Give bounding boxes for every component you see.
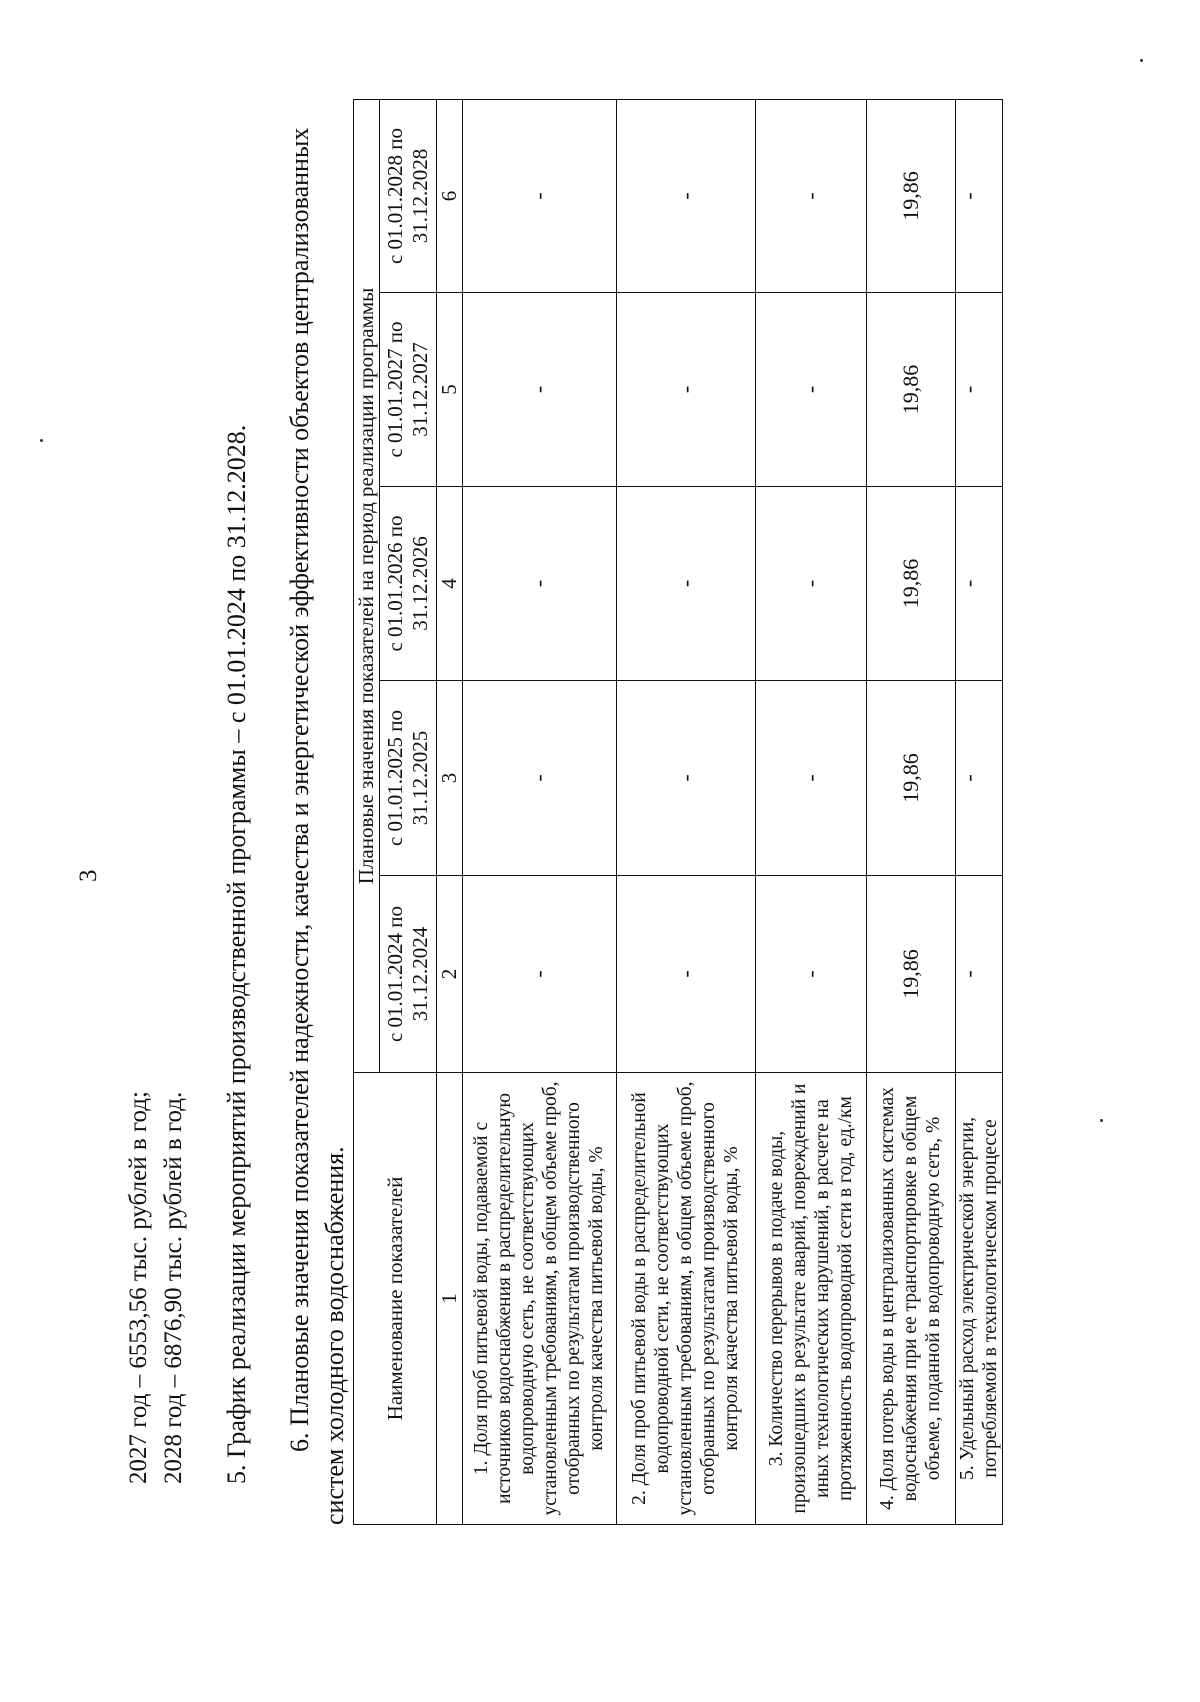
indicator-name-cell: 4. Доля потерь воды в централизованных системах водоснабжения при ее транспортировке в общем объеме, поданной в водопроводную сеть, % [866,1073,955,1525]
value-cell: - [755,293,866,487]
page-number: 3 [75,869,102,882]
scan-speck [1100,1119,1103,1122]
planned-values-group-header: Плановые значения показателей на период реализации программы [354,99,380,1072]
value-cell: - [955,681,1002,876]
period-header-2026: с 01.01.2026 по 31.12.2026 [379,487,436,681]
table-row [866,99,955,1524]
value-cell: - [955,487,1002,681]
table-row [955,99,1002,1524]
column-number: 2 [436,876,462,1073]
period-header-2027: с 01.01.2027 по 31.12.2027 [379,293,436,487]
value-cell: - [955,876,1002,1073]
table-row [755,99,866,1524]
indicators-table [353,99,1003,1525]
table-row [616,99,755,1524]
column-number: 4 [436,487,462,681]
value-cell: - [755,487,866,681]
column-number-row [436,99,462,1524]
cost-2028-line: 2028 год – 6876,90 тыс. рублей в год. [160,1091,187,1484]
section-6-heading-line-2: систем холодного водоснабжения. [320,1146,349,1525]
value-cell: 19,86 [866,876,955,1073]
cost-2027-line: 2027 год – 6553,56 тыс. рублей в год; [125,1091,152,1484]
value-cell: - [616,99,755,292]
scan-speck [1140,59,1143,62]
value-cell: - [462,99,616,292]
indicator-name-header: Наименование показателей [354,1073,437,1525]
value-cell: - [616,487,755,681]
table-row [462,99,616,1524]
period-header-2024: с 01.01.2024 по 31.12.2024 [379,876,436,1073]
value-cell: - [462,876,616,1073]
value-cell: - [755,99,866,292]
column-number: 6 [436,99,462,292]
section-6-heading-line-1: 6. Плановые значения показателей надежности, качества и энергетической эффективности объектов централизованных [285,127,314,1452]
period-header-2025: с 01.01.2025 по 31.12.2025 [379,681,436,876]
indicator-name-cell: 2. Доля проб питьевой воды в распределительной водопроводной сети, не соответствующих установленным требованиям, в общем объеме проб, отобранных по результатам производственного контроля качества питьевой воды, % [616,1073,755,1525]
value-cell: - [616,681,755,876]
value-cell: - [955,99,1002,292]
value-cell: - [955,293,1002,487]
value-cell: 19,86 [866,487,955,681]
column-number: 3 [436,681,462,876]
section-5-heading: 5. График реализации мероприятий производственной программы – с 01.01.2024 по 31.12.2028. [222,424,251,1484]
column-number: 5 [436,293,462,487]
table-header-row [354,99,380,1524]
value-cell: 19,86 [866,99,955,292]
value-cell: 19,86 [866,293,955,487]
value-cell: 19,86 [866,681,955,876]
scan-speck [40,439,43,442]
value-cell: - [616,876,755,1073]
value-cell: - [755,681,866,876]
value-cell: - [755,876,866,1073]
indicator-name-cell: 1. Доля проб питьевой воды, подаваемой с источников водоснабжения в распределительную водопроводную сеть, не соответствующих установленным требованиям, в общем объеме проб, отобранных по результатам производственного контроля качества питьевой воды, % [462,1073,616,1525]
column-number: 1 [436,1073,462,1525]
indicator-name-cell: 3. Количество перерывов в подаче воды, произошедших в результате аварий, повреждений и иных технологических нарушений, в расчете на протяженность водопроводной сети в год, ед./км [755,1073,866,1525]
value-cell: - [616,293,755,487]
value-cell: - [462,487,616,681]
indicator-name-cell: 5. Удельный расход электрической энергии, потребляемой в технологическом процессе [955,1073,1002,1525]
value-cell: - [462,293,616,487]
value-cell: - [462,681,616,876]
period-header-2028: с 01.01.2028 по 31.12.2028 [379,99,436,292]
